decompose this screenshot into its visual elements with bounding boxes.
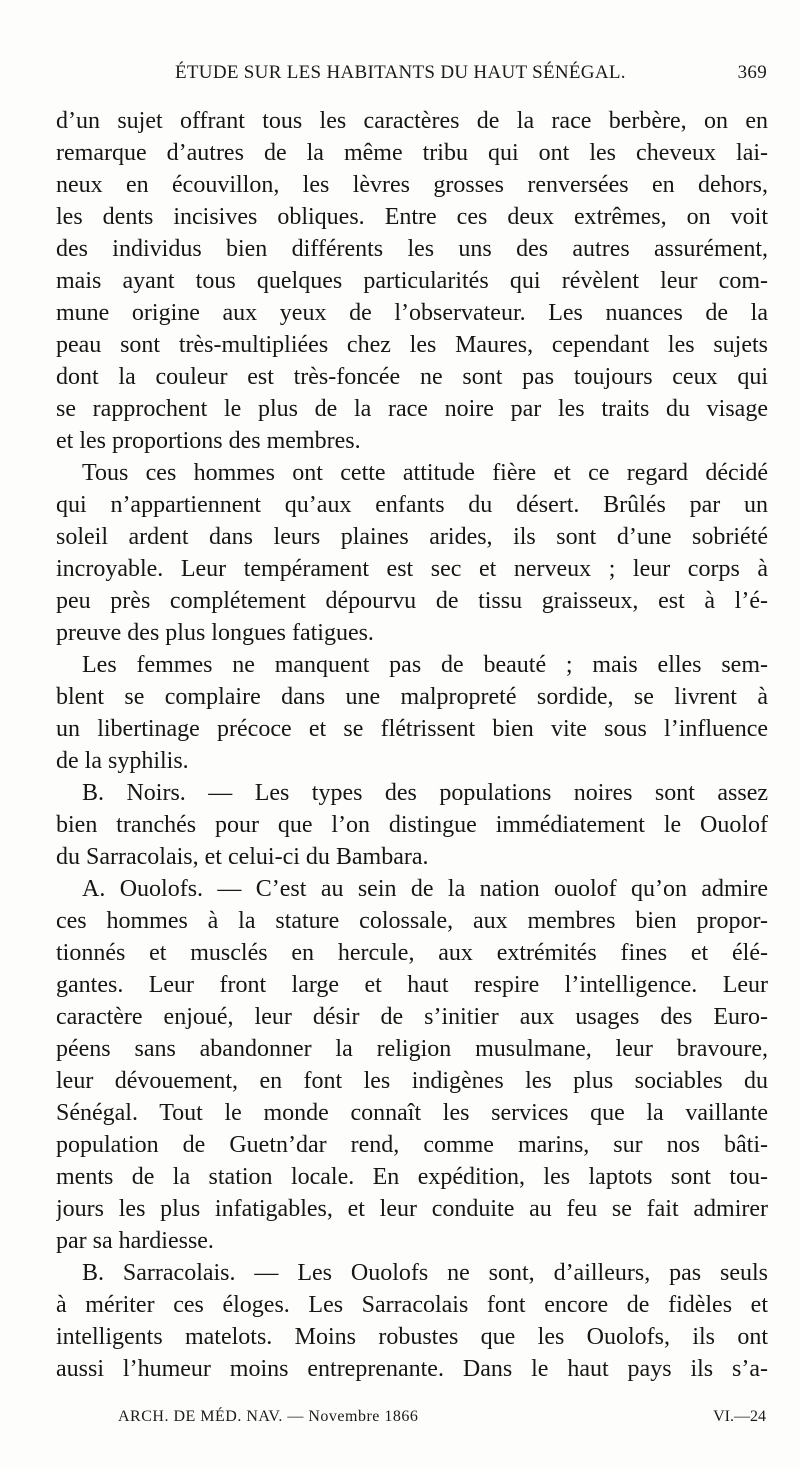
page-number: 369 <box>737 62 767 83</box>
text-line: aussi l’humeur moins entreprenante. Dans le haut pays ils s’a- <box>56 1356 768 1382</box>
text-line: du Sarracolais, et celui-ci du Bambara. <box>56 844 429 870</box>
text-line: population de Guetn’dar rend, comme marins, sur nos bâti- <box>56 1132 768 1158</box>
journal-reference: ARCH. DE MÉD. NAV. — Novembre 1866 <box>118 1408 419 1425</box>
text-line: caractère enjoué, leur désir de s’initier aux usages des Euro- <box>56 1004 768 1030</box>
text-line: peau sont très-multipliées chez les Maures, cependant les sujets <box>56 332 768 358</box>
text-line: des individus bien différents les uns des autres assurément, <box>56 236 768 262</box>
text-line: preuve des plus longues fatigues. <box>56 620 374 646</box>
text-line: gantes. Leur front large et haut respire l’intelligence. Leur <box>56 972 768 998</box>
text-line: d’un sujet offrant tous les caractères de la race berbère, on en <box>56 108 768 134</box>
text-line: incroyable. Leur tempérament est sec et nerveux ; leur corps à <box>56 556 768 582</box>
text-line: et les proportions des membres. <box>56 428 361 454</box>
running-title: ÉTUDE SUR LES HABITANTS DU HAUT SÉNÉGAL. <box>175 62 626 83</box>
text-line: intelligents matelots. Moins robustes que les Ouolofs, ils ont <box>56 1324 768 1350</box>
text-line: B. Sarracolais. — Les Ouolofs ne sont, d’ailleurs, pas seuls <box>82 1260 768 1286</box>
text-line: ces hommes à la stature colossale, aux membres bien propor- <box>56 908 768 934</box>
text-line: mais ayant tous quelques particularités qui révèlent leur com- <box>56 268 768 294</box>
text-line: bien tranchés pour que l’on distingue immédiatement le Ouolof <box>56 812 768 838</box>
text-line: blent se complaire dans une malpropreté sordide, se livrent à <box>56 684 768 710</box>
text-line: leur dévouement, en font les indigènes les plus sociables du <box>56 1068 768 1094</box>
text-line: ments de la station locale. En expédition, les laptots sont tou- <box>56 1164 768 1190</box>
text-line: soleil ardent dans leurs plaines arides, ils sont d’une sobriété <box>56 524 768 550</box>
text-line: tionnés et musclés en hercule, aux extrémités fines et élé- <box>56 940 768 966</box>
text-line: Tous ces hommes ont cette attitude fière et ce regard décidé <box>82 460 768 486</box>
text-line: qui n’appartiennent qu’aux enfants du désert. Brûlés par un <box>56 492 768 518</box>
text-line: péens sans abandonner la religion musulmane, leur bravoure, <box>56 1036 768 1062</box>
text-line: peu près complétement dépourvu de tissu graisseux, est à l’é- <box>56 588 768 614</box>
text-line: B. Noirs. — Les types des populations noires sont assez <box>82 780 768 806</box>
text-line: mune origine aux yeux de l’observateur. Les nuances de la <box>56 300 768 326</box>
text-line: jours les plus infatigables, et leur conduite au feu se fait admirer <box>56 1196 768 1222</box>
text-line: un libertinage précoce et se flétrissent bien vite sous l’influence <box>56 716 768 742</box>
signature-mark: VI.—24 <box>713 1408 766 1425</box>
text-line: remarque d’autres de la même tribu qui ont les cheveux lai- <box>56 140 768 166</box>
text-line: dont la couleur est très-foncée ne sont pas toujours ceux qui <box>56 364 768 390</box>
text-line: les dents incisives obliques. Entre ces deux extrêmes, on voit <box>56 204 768 230</box>
text-line: neux en écouvillon, les lèvres grosses renversées en dehors, <box>56 172 768 198</box>
text-line: à mériter ces éloges. Les Sarracolais font encore de fidèles et <box>56 1292 768 1318</box>
text-line: Les femmes ne manquent pas de beauté ; mais elles sem- <box>82 652 768 678</box>
text-line: par sa hardiesse. <box>56 1228 214 1254</box>
text-line: Sénégal. Tout le monde connaît les services que la vaillante <box>56 1100 768 1126</box>
text-line: se rapprochent le plus de la race noire par les traits du visage <box>56 396 768 422</box>
text-line: de la syphilis. <box>56 748 189 774</box>
text-line: A. Ouolofs. — C’est au sein de la nation ouolof qu’on admire <box>82 876 768 902</box>
